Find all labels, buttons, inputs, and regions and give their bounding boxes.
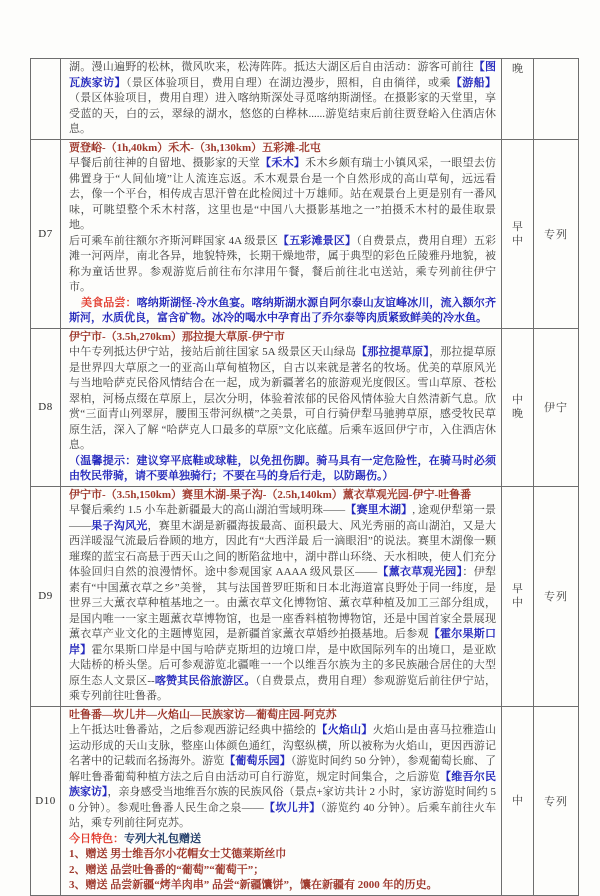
meal-cell (502, 328, 534, 486)
text-segment-body: （自费景点，费用自理）参观游览后前往伊宁站，乘专列前往吐鲁番。 (69, 674, 497, 702)
text-segment-body: , 途观伊犁第一景—— (69, 504, 497, 532)
text-segment-blue: 果子沟风光 (91, 519, 148, 532)
text-segment-title: 吐鲁番—坎儿井—火焰山—民族家访—葡萄庄园-阿克苏 (69, 708, 337, 721)
itinerary-paragraph (69, 234, 496, 296)
text-segment-body: 湖。漫山遍野的松林，微风吹来，松涛阵阵。抵达大湖区后自由活动：游客可前往 (69, 61, 474, 73)
text-segment-blue: 【图瓦族家访】 (69, 61, 497, 89)
text-segment-blue: 【五彩滩景区】 (277, 234, 357, 247)
text-segment-navy: 专列大礼包赠送 (124, 832, 201, 845)
day-cell: D10 (31, 706, 61, 895)
text-segment-title: 伊宁市-（3.5h,270km）那拉提大草原-伊宁市 (69, 330, 285, 343)
itinerary-paragraph (69, 863, 496, 879)
table-row (31, 59, 579, 140)
text-segment-blue: 【坎儿井】 (263, 801, 321, 814)
itinerary-paragraph (69, 847, 496, 863)
text-segment-body: 中午专列抵达伊宁站，接站后前往国家 5A 级景区天山绿岛 (69, 346, 357, 358)
itinerary-paragraph (69, 878, 496, 894)
text-segment-gift: 1、赠送 男士维吾尔小花帽女士艾德莱斯丝巾 (69, 848, 287, 860)
itinerary-paragraph (69, 330, 496, 346)
stay-cell (534, 59, 579, 140)
meal-text: 早 (512, 220, 523, 233)
text-segment-blue: 喀纳斯湖怪-冷水鱼宴。喀纳斯湖水源自阿尔泰山友谊峰冰川，流入额尔齐斯河，水质优良，富含矿物。冰冷的喝水中孕育出了乔尔泰等肉质紧致鲜美的冷水鱼。 (69, 296, 496, 324)
itinerary-content-cell (61, 59, 502, 140)
text-segment-blue: 【禾木】 (260, 157, 306, 169)
text-segment-blue: 【火焰山】 (316, 724, 373, 736)
itinerary-paragraph (69, 156, 496, 234)
text-segment-title: 伊宁市-（3.5h,150km）赛里木湖-果子沟-（2.5h,140km）薰衣草观光园-伊宁-吐鲁番 (69, 488, 472, 501)
text-segment-title: 贾登峪-（1h,40km）禾木-（3h,130km）五彩滩-北屯 (69, 141, 321, 154)
text-segment-blue: 【薰衣草观光园】 (377, 566, 463, 578)
itinerary-rows (31, 59, 579, 896)
itinerary-paragraph (69, 708, 496, 724)
itinerary-paragraph (69, 60, 496, 138)
text-segment-body: （游览时间约 50 分钟），参观葡萄长廊、了解吐鲁番葡萄种植方法之后自由活动可自行游览，规定时间集合，之后游览 (69, 755, 497, 783)
meal-cell (502, 486, 534, 706)
text-segment-body: 禾木乡颇有瑞士小镇风采，一眼望去仿佛置身于“人间仙境”让人流连忘返。禾木观景台是一个自然形成的高山草甸，远远看去，像一个平台，相传成吉思汗曾在此检阅过十万雄师。站在观景台上更是别有一番风味，可眺望整个禾木村落，这里也是“中国八大摄影基地之一”拍摄禾木村的最佳取景地。 (69, 157, 497, 231)
text-segment-blue: 【游船】 (450, 76, 497, 89)
text-segment-body: 火焰山是由喜马拉雅造山运动形成的天山支脉，整座山体颜色通红，沟壑纵横，所以被称为火焰山，更因西游记名著中的记载而名扬海外。游览 (69, 724, 497, 767)
text-segment-body: ，赛里木湖是新疆海拔最高、面积最大、风光秀丽的高山湖泊，又是大西洋暖湿气流最后眷顾的地方，因此有“大西洋最 后一滴眼泪”的说法。赛里木湖像一颗璀璨的蓝宝石高悬于西天山之间的断陷盆地中，湖中群山环绕、天水相映，使人们充分体验回归自然的浪漫情怀。途中参观国家 AAAA 级风景区—— (69, 519, 496, 578)
meal-text: 中 (512, 394, 523, 406)
meal-cell (502, 706, 534, 895)
text-segment-body: 早餐后前往神的自留地、摄影家的天堂 (69, 157, 261, 169)
itinerary-paragraph (69, 488, 496, 504)
text-segment-body: （景区体验项目，费用自理）进入喀纳斯深处寻觅喀纳斯湖怪。在摄影家的天堂里，享受蓝的天，白的云，翠绿的湖水，悠悠的白桦林......游览结束后前往贾登峪入住酒店休息。 (69, 92, 496, 135)
day-cell: D8 (31, 328, 61, 486)
text-segment-gift: 2、赠送 品尝吐鲁番的“葡萄”“葡萄干”； (69, 863, 265, 876)
meal-text: 中 (512, 794, 523, 807)
meal-text: 晚 (512, 408, 523, 420)
stay-cell: 专列 (534, 706, 579, 895)
text-segment-blue: （温馨提示：建议穿平底鞋或球鞋，以免扭伤脚。骑马具有一定危险性，在骑马时必须由牧民带骑，请不要单独骑行；不要在马的身后行走，以防踢伤。） (69, 454, 496, 482)
itinerary-table (30, 58, 579, 896)
meal-text: 早 (512, 583, 523, 595)
stay-cell: 专列 (534, 486, 579, 706)
text-segment-gift: 3、赠送 品尝新疆“烤羊肉串” 品尝“新疆馕饼”，馕在新疆有 2000 年的历史。 (69, 879, 438, 891)
table-row (31, 328, 579, 486)
stay-cell: 专列 (534, 139, 579, 328)
meal-cell (502, 139, 534, 328)
text-segment-body: （自费景点，费用自理）五彩滩一河两岸，南北各异，地貌特殊，长期干燥地带，属于典型的彩色丘陵雅丹地貌，被称为童话世界。参观游览后前往布尔津用午餐，餐后前往北屯送站，乘专列前往伊宁市。 (69, 234, 497, 293)
table-row (31, 706, 579, 895)
text-segment-blue: 【维吾尔民族家访】 (69, 770, 497, 798)
stay-cell: 伊宁 (534, 328, 579, 486)
table-row (31, 139, 579, 328)
itinerary-content-cell (61, 139, 502, 328)
itinerary-paragraph (69, 345, 496, 454)
text-segment-blue: 【葡萄乐园】 (224, 755, 291, 767)
text-segment-body: 上午抵达吐鲁番站，之后参观西游记经典中描绘的 (69, 724, 317, 736)
meal-text: 晚 (512, 63, 523, 75)
meal-cell (502, 59, 534, 140)
text-segment-body: 后可乘车前往额尔齐斯河畔国家 4A 级景区 (69, 234, 278, 247)
itinerary-paragraph (69, 141, 496, 157)
text-segment-red: 美食品尝： (81, 296, 137, 309)
itinerary-paragraph (69, 832, 496, 848)
text-segment-red: 今日特色： (69, 832, 124, 845)
itinerary-content-cell (61, 328, 502, 486)
itinerary-paragraph (69, 723, 496, 832)
day-cell (31, 59, 61, 140)
day-cell: D7 (31, 139, 61, 328)
text-segment-body: 早餐后乘约 1.5 小车赴新疆最大的高山湖泊雪域明珠—— (69, 504, 346, 516)
itinerary-paragraph (69, 503, 496, 705)
text-segment-body: ，那拉提草原是世界四大草原之一的亚高山草甸植物区，自古以来就是著名的牧场。优美的草原风光与当地哈萨克民俗风情结合在一起，成为新疆著名的旅游观光度假区。雪山草原、苍松翠柏，河杨点缀在草原上，层次分明，体验着浓郁的民俗风情体验大自然清新气息。欣赏“三面青山列翠屏，腰围玉带河纵横”之美景，可自行骑伊犁马驰骋草原，感受牧民草原生活，深入了解 “哈萨克人口最多的草原”文化底蕴。后乘车返回伊宁市，入住酒店休息。 (69, 346, 497, 451)
itinerary-paragraph (69, 454, 496, 485)
text-segment-blue: 喀赞其民俗旅游区。 (154, 674, 256, 687)
itinerary-content-cell (61, 486, 502, 706)
meal-text: 中 (512, 234, 523, 247)
meal-text: 中 (512, 597, 523, 609)
text-segment-blue: 【赛里木湖】 (345, 504, 413, 516)
table-row (31, 486, 579, 706)
text-segment-body: （游览约 40 分钟）。后乘车前往火车站，乘专列前往阿克苏。 (69, 801, 497, 829)
text-segment-body: ：伊犁素有“中国薰衣草之乡”美誉， 其与法国普罗旺斯和日本北海道富良野处于同一纬度，是世界三大薰衣草种植基地之一。由薰衣草文化博物馆、薰衣草种植及加工三部分组成，是国内唯一一家主题薰衣草博物馆，也是一座香料植物博物馆，还是中国首家全景展现薰衣草产业文化的主题博览园，是新疆首家薰衣草婚纱拍摄基地。后参观 (69, 566, 497, 640)
text-segment-blue: 【霍尔果斯口岸】 (69, 628, 496, 656)
itinerary-content-cell (61, 706, 502, 895)
text-segment-body: 霍尔果斯口岸是中国与哈萨克斯坦的边境口岸，是中欧国际列车的出境口，是亚欧大陆桥的桥头堡。后可参观游览北疆唯一一个以维吾尔族为主的多民族融合居住的大型原生态人文景区-- (69, 643, 497, 687)
day-cell: D9 (31, 486, 61, 706)
text-segment-body: ，亲身感受当地维吾尔族的民族风俗（景点+家访共计 2 小时，家访游览时间约 50 分钟）。参观吐鲁番人民生命之泉—— (69, 786, 497, 814)
text-segment-blue: 【那拉提草原】 (356, 346, 430, 358)
itinerary-paragraph (69, 296, 496, 327)
text-segment-body: （景区体验项目，费用自理）在湖边漫步，照相，自由徜徉，或乘 (125, 76, 451, 89)
